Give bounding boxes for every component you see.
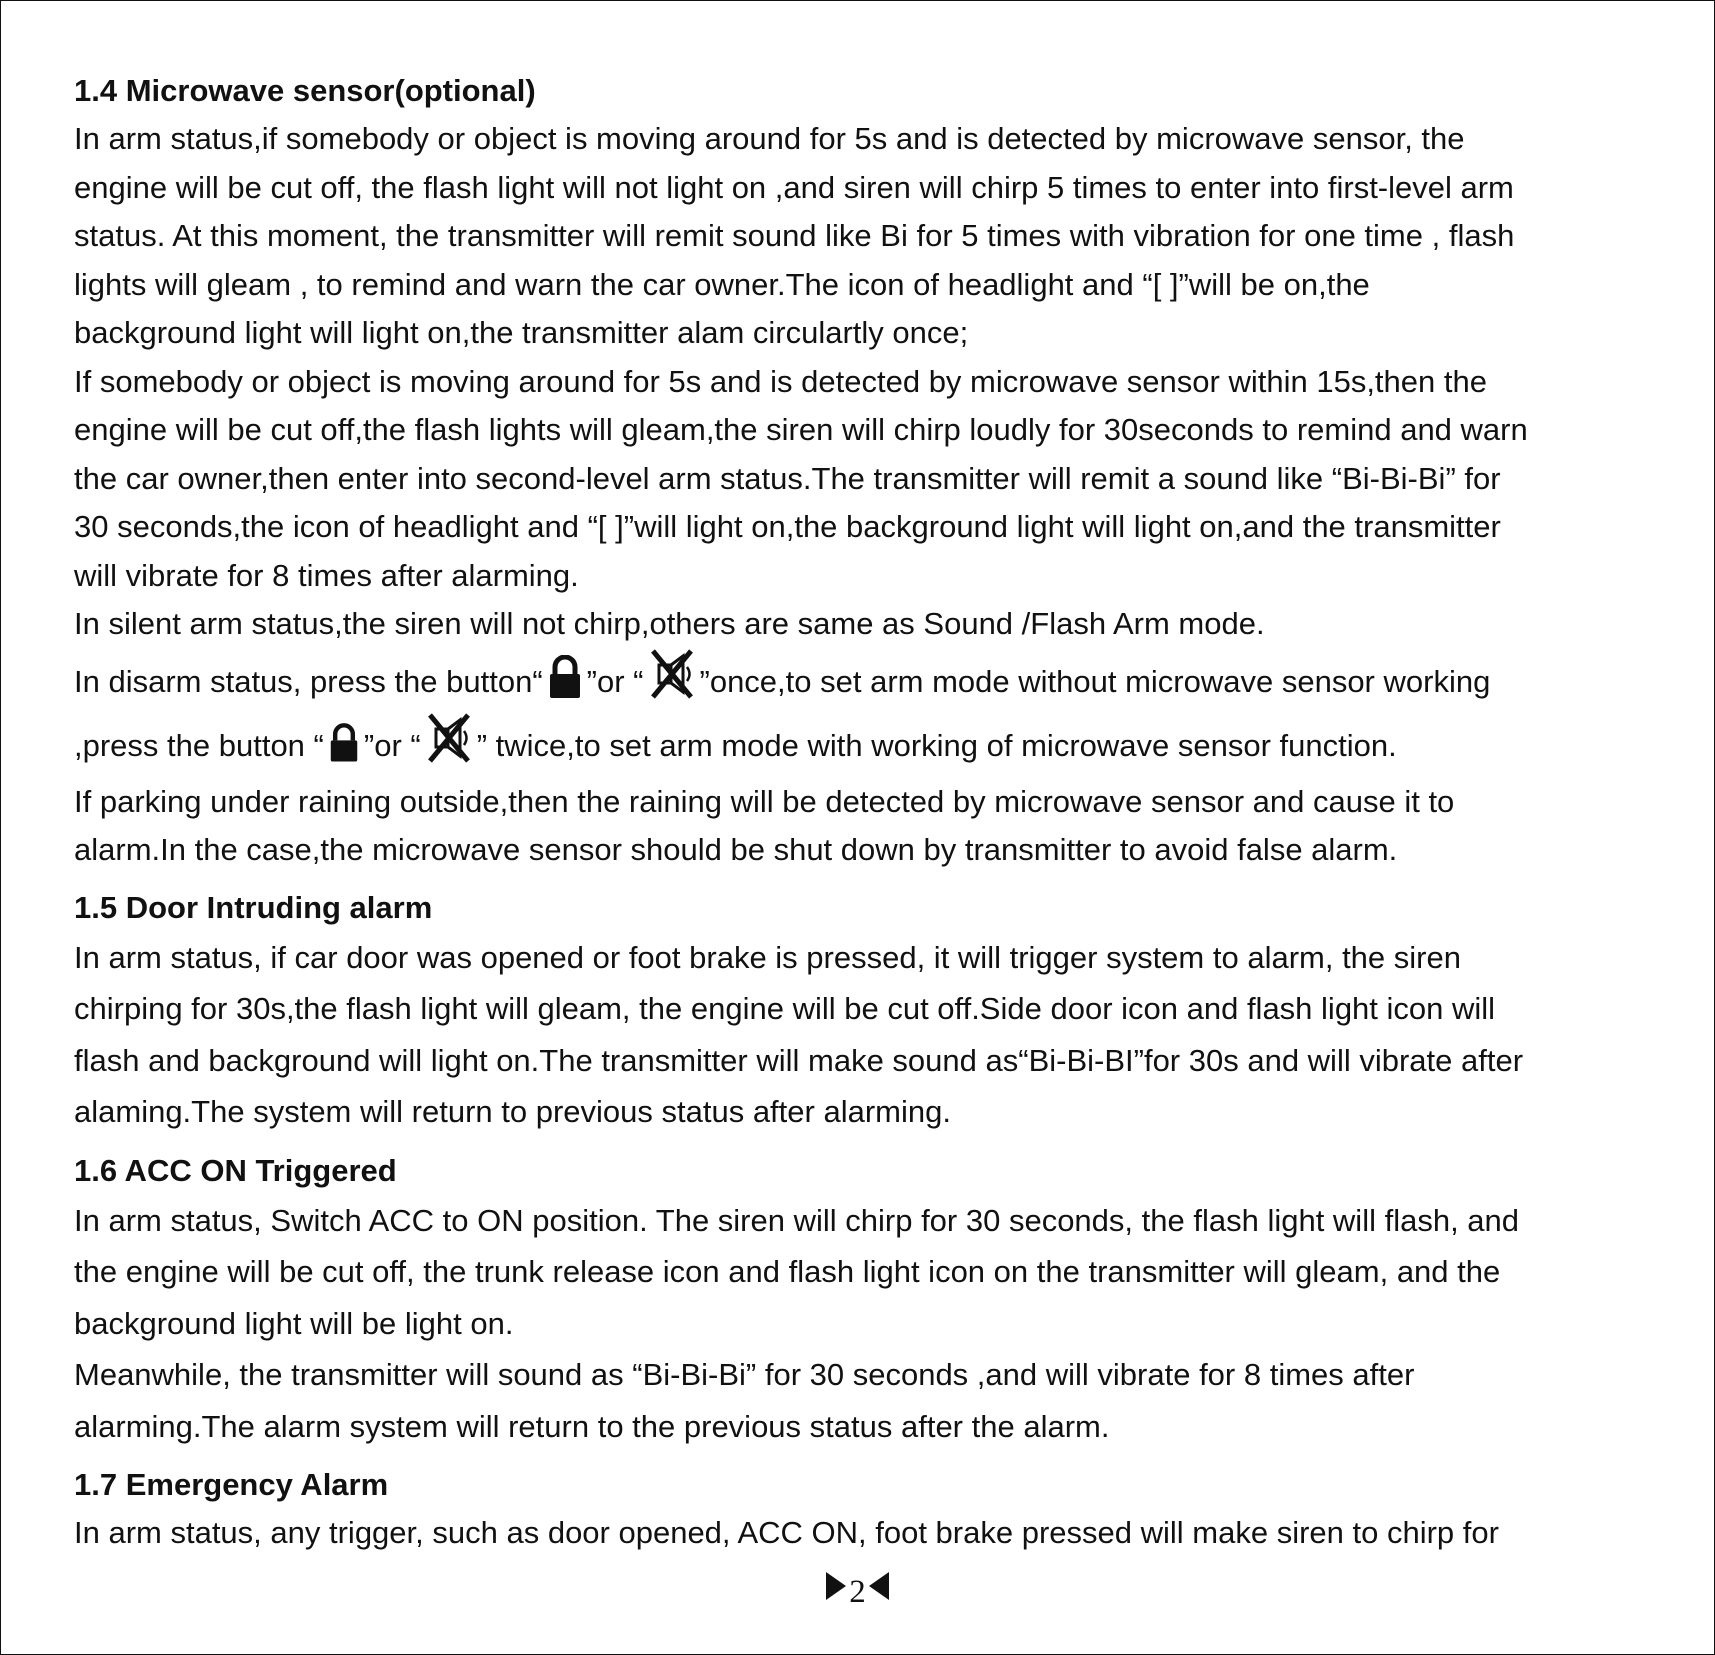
icon-line-text: ”or “ [586,663,644,699]
body-line: the car owner,then enter into second-level arm status.The transmitter will remit a sound like “Bi-Bi-Bi” for [74,460,1501,496]
body-line: Meanwhile, the transmitter will sound as “Bi-Bi-Bi” for 30 seconds ,and will vibrate for 8 times after [74,1357,1415,1392]
section-heading-1-4: 1.4 Microwave sensor(optional) [74,73,536,108]
page-content [74,67,1654,1558]
section-heading-1-7: 1.7 Emergency Alarm [74,1467,389,1502]
body-line: engine will be cut off, the flash light will not light on ,and siren will chirp 5 times to enter into first-level arm [74,169,1514,205]
body-line: alaming.The system will return to previous status after alarming. [74,1094,951,1129]
lock-icon [329,723,359,778]
triangle-left-icon [868,1571,890,1611]
body-line: background light will light on,the transmitter alam circulartly once; [74,315,969,350]
body-line: If parking under raining outside,then the raining will be detected by microwave sensor and cause it to [74,783,1455,819]
body-line: background light will be light on. [74,1305,514,1341]
body-line-with-icons [74,649,1654,714]
silent-siren-icon [649,649,695,714]
body-line: engine will be cut off,the flash lights will gleam,the siren will chirp loudly for 30seconds to remind and warn [74,412,1528,447]
body-line: chirping for 30s,the flash light will gleam, the engine will be cut off.Side door icon and flash light icon will [74,991,1496,1026]
body-line: In arm status, Switch ACC to ON position. The siren will chirp for 30 seconds, the flash light will flash, and [74,1202,1520,1238]
body-line-with-icons [74,713,1654,778]
section-heading-1-6: 1.6 ACC ON Triggered [74,1152,397,1188]
body-line: the engine will be cut off, the trunk release icon and flash light icon on the transmitter will gleam, and the [74,1254,1501,1289]
body-line: In arm status,if somebody or object is moving around for 5s and is detected by microwave sensor, the [74,121,1465,156]
body-line: In arm status, any trigger, such as door opened, ACC ON, foot brake pressed will make siren to chirp for [74,1515,1499,1550]
body-line: flash and background will light on.The transmitter will make sound as“Bi-Bi-BI”for 30s and will vibrate after [74,1042,1524,1078]
body-line: alarming.The alarm system will return to the previous status after the alarm. [74,1408,1110,1444]
page-footer [1,1571,1714,1612]
page-number: 2 [849,1574,866,1610]
icon-line-text: ”once,to set arm mode without microwave sensor working [699,663,1491,699]
body-line: status. At this moment, the transmitter will remit sound like Bi for 5 times with vibration for one time , flash [74,218,1515,253]
body-line: In silent arm status,the siren will not chirp,others are same as Sound /Flash Arm mode. [74,606,1265,641]
body-line: If somebody or object is moving around for 5s and is detected by microwave sensor within 15s,then the [74,363,1487,399]
icon-line-text: ”or “ [363,728,421,763]
body-line: alarm.In the case,the microwave sensor should be shut down by transmitter to avoid false alarm. [74,832,1398,867]
body-line: 30 seconds,the icon of headlight and “[ ]”will light on,the background light will light on,and the transmitter [74,509,1501,544]
body-line: In arm status, if car door was opened or foot brake is pressed, it will trigger system to alarm, the siren [74,939,1461,975]
icon-line-text: ” twice,to set arm mode with working of microwave sensor function. [476,728,1397,763]
body-line: will vibrate for 8 times after alarming. [74,557,579,593]
icon-line-text: ,press the button “ [74,728,324,763]
silent-siren-icon [426,713,472,778]
lock-icon [548,655,582,714]
body-line: lights will gleam , to remind and warn the car owner.The icon of headlight and “[ ]”will be on,the [74,266,1370,302]
triangle-right-icon [825,1571,847,1611]
icon-line-text: In disarm status, press the button“ [74,663,543,699]
section-heading-1-5: 1.5 Door Intruding alarm [74,889,433,925]
